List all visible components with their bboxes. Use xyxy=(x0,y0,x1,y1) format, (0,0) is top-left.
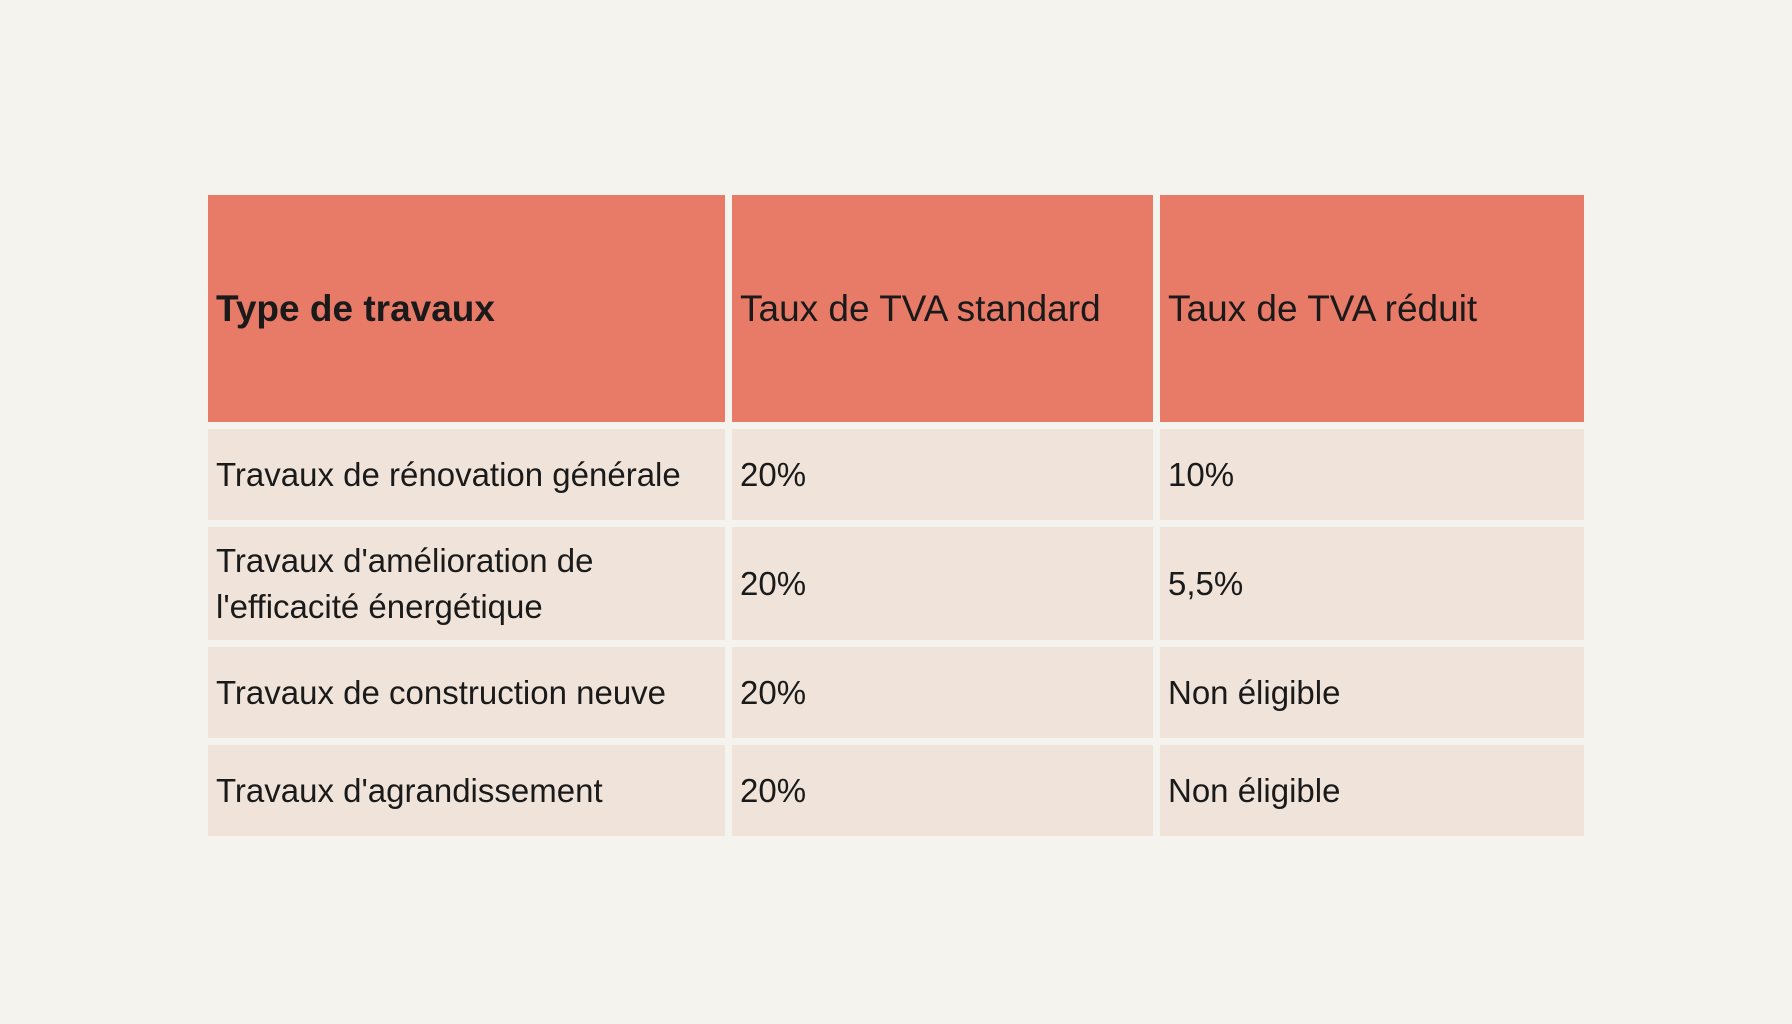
table-cell-type: Travaux de rénovation générale xyxy=(208,429,725,520)
header-taux-standard: Taux de TVA standard xyxy=(732,195,1153,422)
table-cell-type: Travaux de construction neuve xyxy=(208,647,725,738)
table-cell-reduced-rate: 10% xyxy=(1160,429,1584,520)
table-cell-reduced-rate: Non éligible xyxy=(1160,647,1584,738)
table-cell-standard-rate: 20% xyxy=(732,647,1153,738)
table-cell-type: Travaux d'amélioration de l'efficacité énergétique xyxy=(208,527,725,640)
table-cell-reduced-rate: 5,5% xyxy=(1160,527,1584,640)
vat-rates-table xyxy=(208,195,1584,836)
table-cell-type: Travaux d'agrandissement xyxy=(208,745,725,836)
header-type-de-travaux: Type de travaux xyxy=(208,195,725,422)
table-cell-standard-rate: 20% xyxy=(732,429,1153,520)
table-cell-standard-rate: 20% xyxy=(732,527,1153,640)
header-taux-reduit: Taux de TVA réduit xyxy=(1160,195,1584,422)
table-cell-reduced-rate: Non éligible xyxy=(1160,745,1584,836)
table-cell-standard-rate: 20% xyxy=(732,745,1153,836)
